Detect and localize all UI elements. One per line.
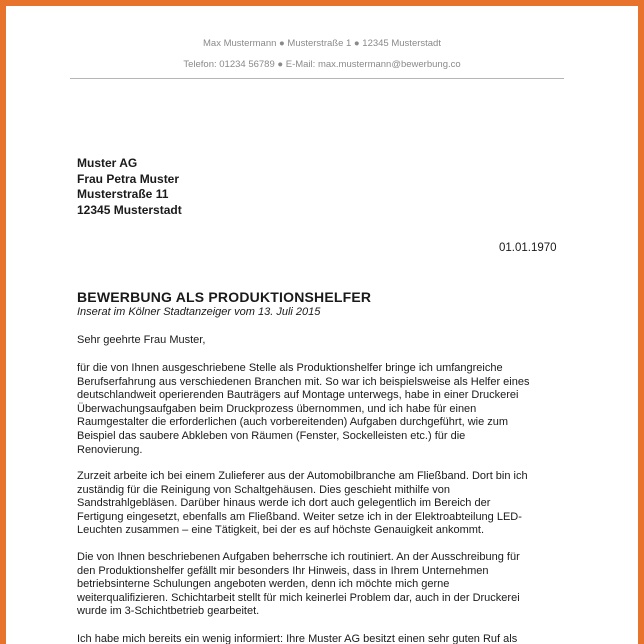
paragraph-line: deutschlandweit operierenden Bauträgers auf Montage unterwegs, habe in einer Druckerei <box>77 389 519 402</box>
paragraph-line: Zurzeit arbeite ich bei einem Zulieferer aus der Automobilbranche am Fließband. Dort bin ich <box>77 470 528 482</box>
recipient-company: Muster AG <box>77 156 138 170</box>
paragraph-line: Berufserfahrung aus verschiedenen Branchen mit. So war ich beispielsweise als Helfer eines <box>77 375 530 388</box>
paragraph-line: Renovierung. <box>77 443 143 456</box>
paragraph-line: weiterqualifizieren. Schichtarbeit stellt für mich keinerlei Problem dar, auch in der Druckerei <box>77 591 520 604</box>
letter-date: 01.01.1970 <box>499 242 557 254</box>
sender-address: Max Mustermann ● Musterstraße 1 ● 12345 Musterstadt <box>203 38 441 49</box>
body-paragraph-4 <box>77 633 517 644</box>
recipient-city: 12345 Musterstadt <box>77 202 182 217</box>
recipient-address <box>77 156 182 218</box>
paragraph-line: Überwachungsaufgaben beim Druckprozess übernommen, und ich habe für einen <box>77 402 477 415</box>
paragraph-line: Ich habe mich bereits ein wenig informiert: Ihre Muster AG besitzt einen sehr guten Ruf als <box>77 633 518 644</box>
letter-subject: BEWERBUNG ALS PRODUKTIONSHELFER <box>77 289 372 305</box>
paragraph-line: Fertigung eingesetzt, ebenfalls am Fließband. Weiter setze ich in der Elektroabteilung LED- <box>77 510 522 523</box>
paragraph-line: wurde im 3-Schichtbetrieb gearbeitet. <box>77 605 260 618</box>
paragraph-line: Die von Ihnen beschriebenen Aufgaben beherrsche ich routiniert. An der Ausschreibung für <box>77 551 520 563</box>
letter-page <box>6 6 638 644</box>
salutation: Sehr geehrte Frau Muster, <box>77 334 206 346</box>
body-paragraph-3 <box>77 551 520 619</box>
paragraph-line: Beispiel das saubere Abkleben von Räumen (Fenster, Sockelleisten etc.) für die <box>77 429 466 442</box>
paragraph-line: Sandstrahlgebläsen. Darüber hinaus werde ich dort auch gelegentlich im Bereich der <box>77 497 491 510</box>
recipient-street: Musterstraße 11 <box>77 187 169 201</box>
recipient-name: Frau Petra Muster <box>77 171 180 186</box>
paragraph-line: den Produktionshelfer gefällt mir besonders Ihr Hinweis, dass in Ihrem Unternehmen <box>77 564 489 577</box>
body-paragraph-1 <box>77 362 529 457</box>
paragraph-line: zuständig für die Reinigung von Schaltgehäusen. Dies geschieht mithilfe von <box>77 483 451 496</box>
paragraph-line: Raumgestalter die erforderlichen (auch vorbereitenden) Aufgaben durchgeführt, wie zum <box>77 416 509 429</box>
letter-reference: Inserat im Kölner Stadtanzeiger vom 13. Juli 2015 <box>77 306 321 318</box>
paragraph-line: für die von Ihnen ausgeschriebene Stelle als Produktionshelfer bringe ich umfangreiche <box>77 362 503 374</box>
sender-contact: Telefon: 01234 56789 ● E-Mail: max.mustermann@bewerbung.co <box>183 59 461 70</box>
header-divider <box>70 78 564 79</box>
paragraph-line: Leuchten zusammen – eine Tätigkeit, bei der es auf höchste Genauigkeit ankommt. <box>77 524 485 537</box>
paragraph-line: betriebsinterne Schulungen angeboten werden, denn ich möchte mich gerne <box>77 578 450 591</box>
body-paragraph-2 <box>77 470 528 538</box>
